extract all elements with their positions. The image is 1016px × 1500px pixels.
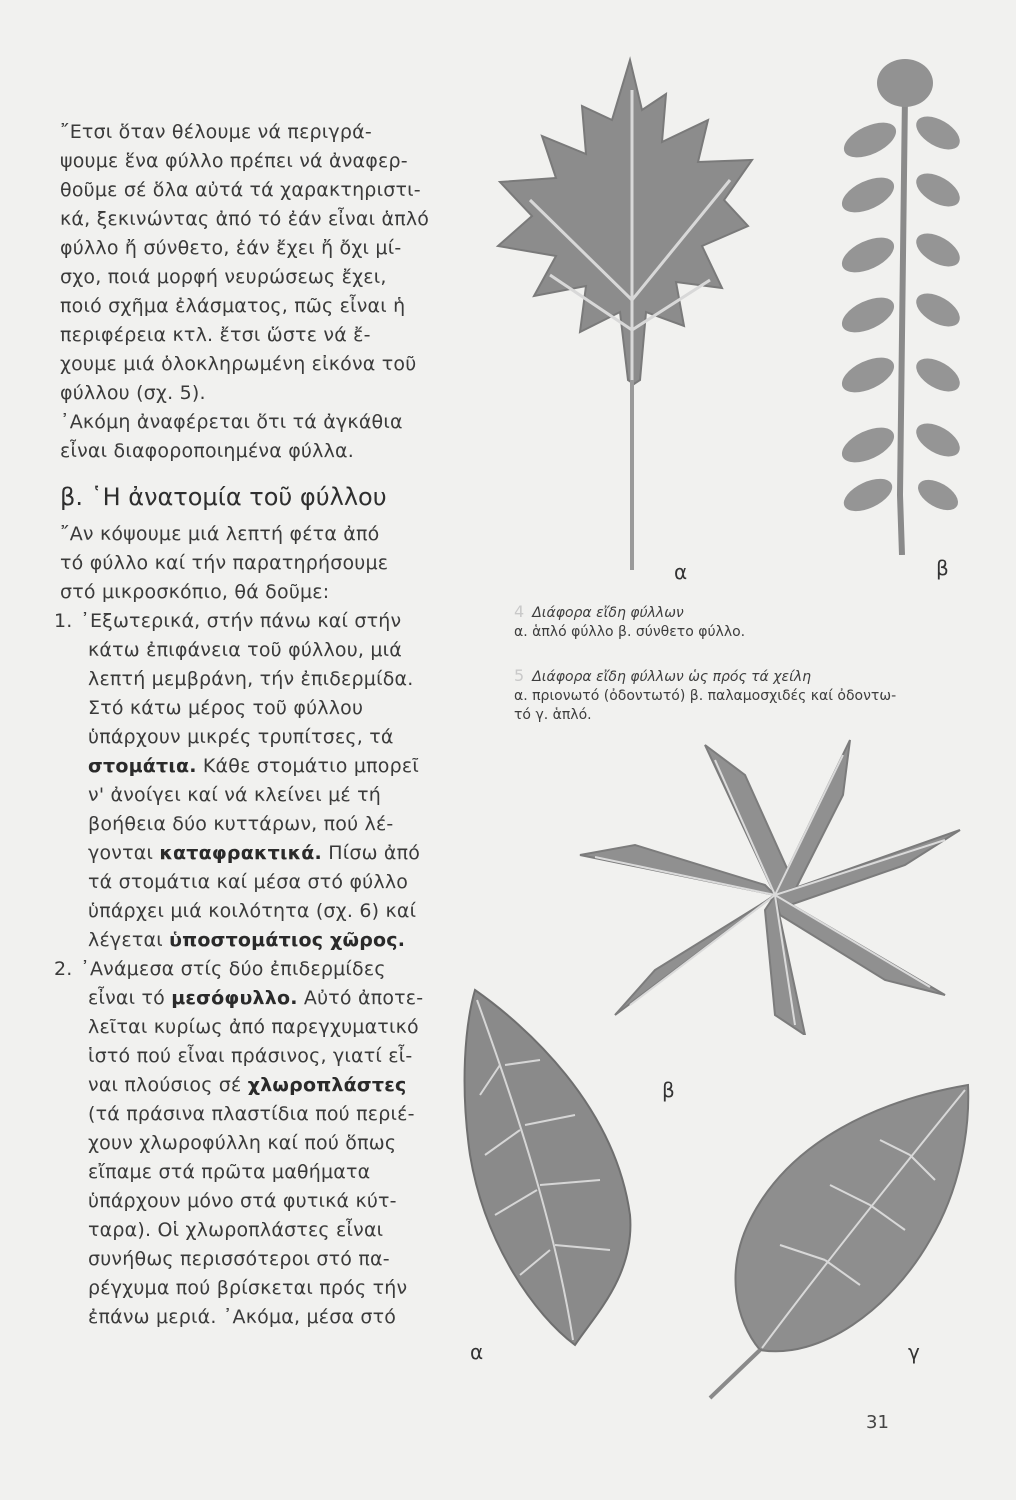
text-line: ὑπάρχουν μικρές τρυπίτσες, τά [88, 726, 394, 748]
figure4-label-a: α [674, 560, 688, 584]
text-line: ν' ἀνοίγει καί νά κλείνει μέ τή [88, 784, 381, 806]
text-line: σχο, ποιά μορφή νευρώσεως ἔχει, [60, 266, 387, 288]
list-number: 2. [54, 958, 73, 980]
text-line: ταρα). Οἱ χλωροπλάστες εἶναι [88, 1219, 384, 1241]
list-item-2 [54, 955, 430, 1332]
text-line: ᾿Εξωτερικά, στήν πάνω καί στήν [80, 610, 402, 632]
term-substomatal-chamber: ὑποστομάτιος χῶρος. [169, 929, 406, 951]
figure4-caption [514, 602, 745, 642]
text-line: ᾿Ανάμεσα στίς δύο ἐπιδερμίδες [80, 958, 386, 980]
text-line: περιφέρεια κτλ. ἔτσι ὥστε νά ἔ- [60, 324, 371, 346]
text-line: φύλλου (σχ. 5). [60, 382, 206, 404]
maple-leaf-illustration [470, 50, 770, 570]
text-fragment: Αὐτό ἀποτε- [297, 987, 424, 1009]
compound-leaf-illustration [830, 55, 960, 555]
text-fragment: εἶναι τό [88, 987, 172, 1009]
text-fragment: ναι πλούσιος σέ [88, 1074, 248, 1096]
text-line: χουν χλωροφύλλη καί πού ὅπως [88, 1132, 397, 1154]
figure-number: 5 [514, 666, 525, 685]
text-line: λεπτή μεμβράνη, τήν ἐπιδερμίδα. [88, 668, 414, 690]
text-fragment: Πίσω ἀπό [321, 842, 421, 864]
figure5-label-a: α [470, 1340, 484, 1364]
text-fragment: λέγεται [88, 929, 170, 951]
figure5-label-b: β [662, 1078, 675, 1102]
text-line: ψουμε ἕνα φύλλο πρέπει νά ἀναφερ- [60, 150, 408, 172]
text-line: ῎Αν κόψουμε μιά λεπτή φέτα ἀπό [60, 523, 380, 545]
text-line: στό μικροσκόπιο, θά δοῦμε: [60, 581, 330, 603]
text-line: τά στομάτια καί μέσα στό φύλλο [88, 871, 409, 893]
serrated-leaf-illustration [445, 985, 645, 1355]
figure-title: Διάφορα εἴδη φύλλων [532, 605, 684, 621]
term-mesophyll: μεσόφυλλο. [171, 987, 298, 1009]
figure-description: α. ἁπλό φύλλο β. σύνθετο φύλλο. [514, 624, 746, 640]
list-number: 1. [54, 610, 73, 632]
term-guard-cells: καταφρακτικά. [159, 842, 322, 864]
section-intro [60, 520, 430, 607]
page-number: 31 [866, 1412, 889, 1433]
text-line: λεῖται κυρίως ἀπό παρεγχυματικό [88, 1016, 419, 1038]
text-line: χουμε μιά ὁλοκληρωμένη εἰκόνα τοῦ [60, 353, 417, 375]
text-fragment: γονται [88, 842, 160, 864]
figure5-caption [514, 666, 896, 725]
text-line: ᾿Ακόμη ἀναφέρεται ὅτι τά ἀγκάθια [60, 411, 403, 433]
text-line: ποιό σχῆμα ἐλάσματος, πῶς εἶναι ἡ [60, 295, 406, 317]
text-line: ὑπάρχουν μόνο στά φυτικά κύτ- [88, 1190, 397, 1212]
text-line: τό φύλλο καί τήν παρατηρήσουμε [60, 552, 389, 574]
text-line: Στό κάτω μέρος τοῦ φύλλου [88, 697, 364, 719]
term-stomata: στομάτια. [88, 755, 197, 777]
text-line: θοῦμε σέ ὅλα αὐτά τά χαρακτηριστι- [60, 179, 421, 201]
figure-description: α. πριονωτό (ὀδοντωτό) β. παλαμοσχιδές καί ὀδοντω- [514, 688, 897, 704]
figure4-label-b: β [936, 556, 949, 580]
text-line: φύλλο ἤ σύνθετο, ἐάν ἔχει ἤ ὄχι μί- [60, 237, 402, 259]
text-fragment: Κάθε στομάτιο μπορεῖ [196, 755, 419, 777]
intro-paragraph [60, 118, 430, 466]
figure-number: 4 [514, 602, 525, 621]
figure5-label-c: γ [908, 1340, 920, 1364]
text-line: κά, ξεκινώντας ἀπό τό ἐάν εἶναι ἁπλό [60, 208, 430, 230]
list-item-1 [54, 607, 430, 955]
text-line: ὑπάρχει μιά κοιλότητα (σχ. 6) καί [88, 900, 417, 922]
term-chloroplasts: χλωροπλάστες [247, 1074, 407, 1096]
text-line: ρέγχυμα πού βρίσκεται πρός τήν [88, 1277, 408, 1299]
text-line: ῎Ετσι ὅταν θέλουμε νά περιγρά- [60, 121, 372, 143]
figure-title: Διάφορα εἴδη φύλλων ὡς πρός τά χείλη [532, 669, 811, 685]
text-line: ἱστό πού εἶναι πράσινος, γιατί εἶ- [88, 1045, 413, 1067]
section-heading: β. ῾Η ἀνατομία τοῦ φύλλου [60, 483, 387, 511]
text-line: συνήθως περισσότεροι στό πα- [88, 1248, 390, 1270]
text-line: (τά πράσινα πλαστίδια πού περιέ- [88, 1103, 415, 1125]
text-line: εἶναι διαφοροποιημένα φύλλα. [60, 440, 354, 462]
text-line: εἴπαμε στά πρῶτα μαθήματα [88, 1161, 371, 1183]
text-line: ἐπάνω μεριά. ᾿Ακόμα, μέσα στό [88, 1306, 397, 1328]
main-text-column [54, 118, 430, 1332]
figure-description: τό γ. ἁπλό. [514, 707, 592, 723]
smooth-leaf-illustration [680, 1080, 980, 1400]
text-line: βοήθεια δύο κυττάρων, πού λέ- [88, 813, 394, 835]
text-line: κάτω ἐπιφάνεια τοῦ φύλλου, μιά [88, 639, 403, 661]
